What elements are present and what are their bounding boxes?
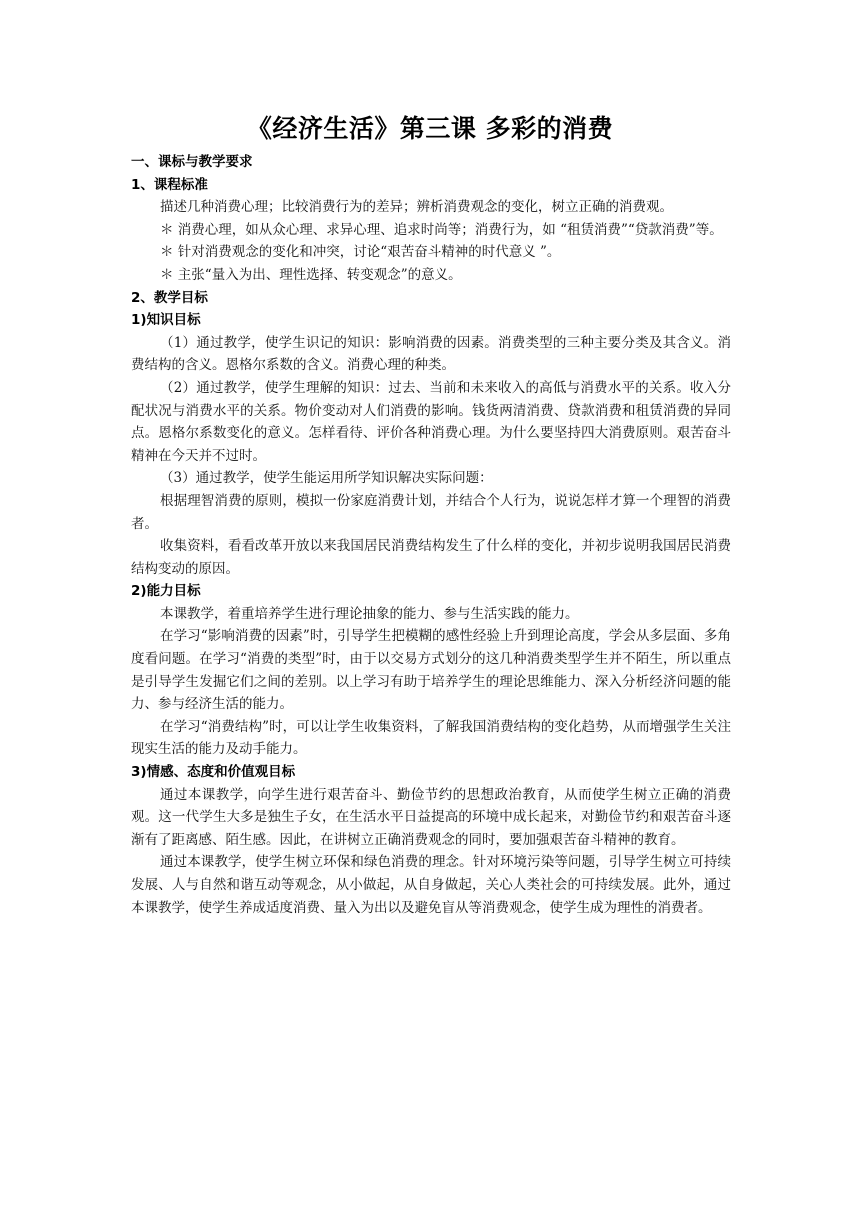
- knowledge-goal-3-item-research: 收集资料，看看改革开放以来我国居民消费结构发生了什么样的变化，并初步说明我国居民消费结构变动的原因。: [131, 538, 731, 577]
- subheading-teaching-goals: 2、教学目标: [131, 289, 208, 306]
- attitude-goals-heading: 3)情感、态度和价值观目标: [131, 764, 296, 781]
- knowledge-goal-1: （1）通过教学，使学生识记的知识：影响消费的因素。消费类型的三种主要分类及其含义。消费结构的含义。恩格尔系数的含义。消费心理的种类。: [131, 334, 731, 374]
- knowledge-goals-heading: 1)知识目标: [131, 312, 201, 329]
- knowledge-goal-3-item-plan: 根据理智消费的原则，模拟一份家庭消费计划，并结合个人行为，说说怎样才算一个理智的消费者。: [131, 492, 731, 532]
- ability-goals-heading: 2)能力目标: [131, 583, 201, 600]
- subheading-curriculum-standard: 1、课程标准: [131, 176, 208, 193]
- attitude-goal-2: 通过本课教学，使学生树立环保和绿色消费的理念。针对环境污染等问题，引导学生树立可持续发展、人与自然和谐互动等观念，从小做起，从自身做起，关心人类社会的可持续发展。此外，通过本课教学，使学生养成适度消费、量入为出以及避免盲从等消费观念，使学生成为理性的消费者。: [131, 854, 731, 916]
- knowledge-goal-3: （3）通过教学，使学生能运用所学知识解决实际问题：: [160, 470, 493, 487]
- ability-goal-3: 在学习“消费结构”时，可以让学生收集资料，了解我国消费结构的变化趋势，从而增强学生关注现实生活的能力及动手能力。: [131, 718, 731, 758]
- standard-bullet-hard-work-spirit: ＊ 针对消费观念的变化和冲突，讨论“艰苦奋斗精神的时代意义 ”。: [160, 244, 561, 261]
- document-body: [131, 151, 731, 919]
- section-heading-standards: 一、课标与教学要求: [131, 154, 253, 170]
- ability-goal-2: 在学习“影响消费的因素”时，引导学生把模糊的感性经验上升到理论高度，学会从多层面、多角度看问题。在学习“消费的类型”时，由于以交易方式划分的这几种消费类型学生并不陌生，所以重点是引导学生发掘它们之间的差别。以上学习有助于培养学生的理论思维能力、深入分析经济问题的能力、参与经济生活的能力。: [131, 628, 731, 713]
- standard-bullet-consumption-principles: ＊ 主张“量入为出、理性选择、转变观念”的意义。: [160, 266, 462, 283]
- ability-goal-1: 本课教学，着重培养学生进行理论抽象的能力、参与生活实践的能力。: [160, 605, 579, 622]
- document-title: 《经济生活》第三课 多彩的消费: [246, 114, 614, 143]
- standard-paragraph: 描述几种消费心理；比较消费行为的差异；辨析消费观念的变化，树立正确的消费观。: [160, 199, 673, 216]
- knowledge-goal-2: （2）通过教学，使学生理解的知识：过去、当前和未来收入的高低与消费水平的关系。收入分配状况与消费水平的关系。物价变动对人们消费的影响。钱货两清消费、贷款消费和租赁消费的异同点。恩格尔系数变化的意义。怎样看待、评价各种消费心理。为什么要坚持四大消费原则。艰苦奋斗精神在今天并不过时。: [131, 379, 731, 464]
- standard-bullet-consumer-psychology: ＊ 消费心理，如从众心理、求异心理、追求时尚等；消费行为，如 “租赁消费”“贷款消费”等。: [160, 221, 723, 238]
- attitude-goal-1: 通过本课教学，向学生进行艰苦奋斗、勤俭节约的思想政治教育，从而使学生树立正确的消费观。这一代学生大多是独生子女，在生活水平日益提高的环境中成长起来，对勤俭节约和艰苦奋斗逐渐有了距离感、陌生感。因此，在讲树立正确消费观念的同时，要加强艰苦奋斗精神的教育。: [131, 786, 731, 848]
